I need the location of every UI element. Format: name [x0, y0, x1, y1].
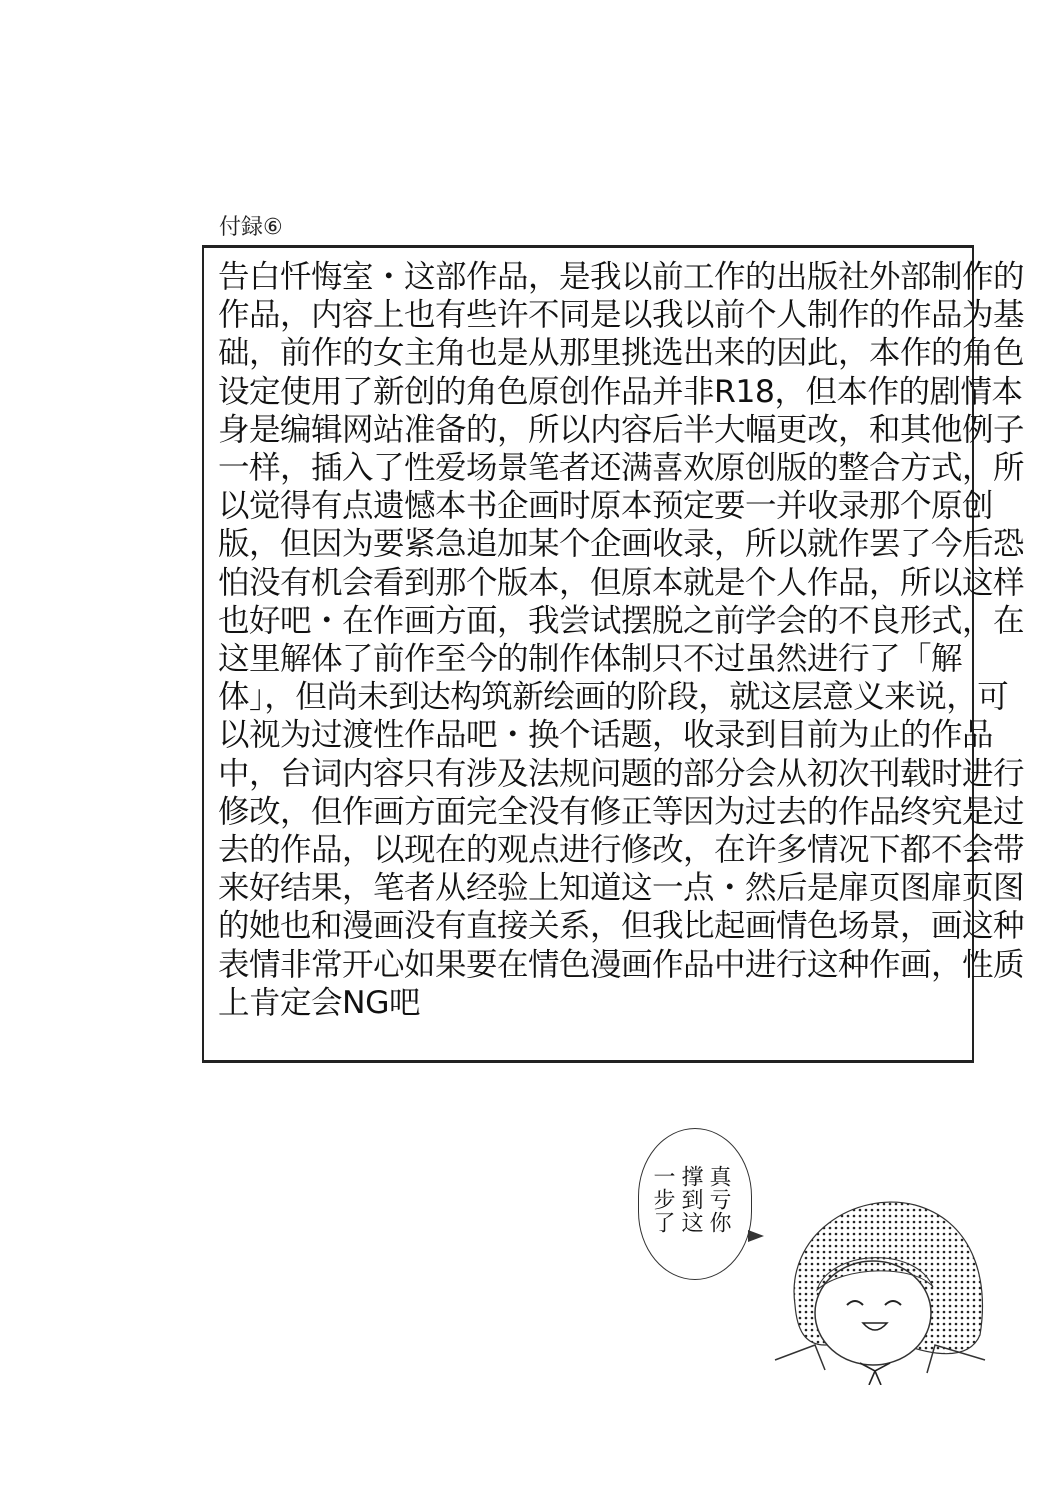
- text-line: 以觉得有点遗憾本书企画时原本预定要一并收录那个原创: [218, 488, 994, 525]
- text-line: 身是编辑网站准备的，所以内容后半大幅更改，和其他例子: [218, 411, 1025, 448]
- appendix-label: 付録⑥: [219, 215, 283, 240]
- text-line: 来好结果，笔者从经验上知道这一点・然后是扉页图扉页图: [218, 870, 1025, 907]
- text-line: 础，前作的女主角也是从那里挑选出来的因此，本作的角色: [218, 335, 1025, 372]
- speech-column: 一步了: [650, 1165, 675, 1234]
- speech-column: 真亏你: [706, 1165, 731, 1234]
- text-line: 告白忏悔室・这部作品，是我以前工作的出版社外部制作的: [218, 259, 1025, 295]
- text-line: 去的作品，以现在的观点进行修改，在许多情况下都不会带: [218, 832, 1025, 869]
- text-line: 的她也和漫画没有直接关系，但我比起画情色场景，画这种: [218, 908, 1025, 945]
- afterword-text: [218, 258, 1025, 1022]
- text-line: 设定使用了新创的角色原创作品并非R18，但本作的剧情本: [218, 373, 1023, 410]
- girl-illustration: [755, 1195, 1005, 1385]
- text-line: 以视为过渡性作品吧・换个话题，收录到目前为止的作品: [218, 717, 994, 754]
- text-line: 一样，插入了性爱场景笔者还满喜欢原创版的整合方式，所: [218, 450, 1025, 487]
- text-line: 上肯定会NG吧: [218, 984, 420, 1021]
- text-line: 版，但因为要紧急追加某个企画收录，所以就作罢了今后恐: [218, 526, 1025, 563]
- text-line: 也好吧・在作画方面，我尝试摆脱之前学会的不良形式，在: [218, 602, 1025, 639]
- text-line: 怕没有机会看到那个版本，但原本就是个人作品，所以这样: [218, 564, 1025, 601]
- text-line: 表情非常开心如果要在情色漫画作品中进行这种作画，性质: [218, 946, 1025, 983]
- speech-bubble: [638, 1128, 752, 1280]
- text-line: 作品，内容上也有些许不同是以我以前个人制作的作品为基: [218, 297, 1025, 334]
- text-line: 这里解体了前作至今的制作体制只不过虽然进行了「解: [218, 641, 963, 678]
- afterword-text-box: [202, 245, 1025, 1063]
- text-line: 中，台词内容只有涉及法规问题的部分会从初次刊载时进行: [218, 755, 1025, 792]
- speech-column: 撑到这: [678, 1165, 703, 1234]
- text-line: 修改，但作画方面完全没有修正等因为过去的作品终究是过: [218, 793, 1025, 830]
- text-line: 体」，但尚未到达构筑新绘画的阶段，就这层意义来说，可: [218, 679, 1009, 716]
- speech-bubble-text: [649, 1165, 731, 1234]
